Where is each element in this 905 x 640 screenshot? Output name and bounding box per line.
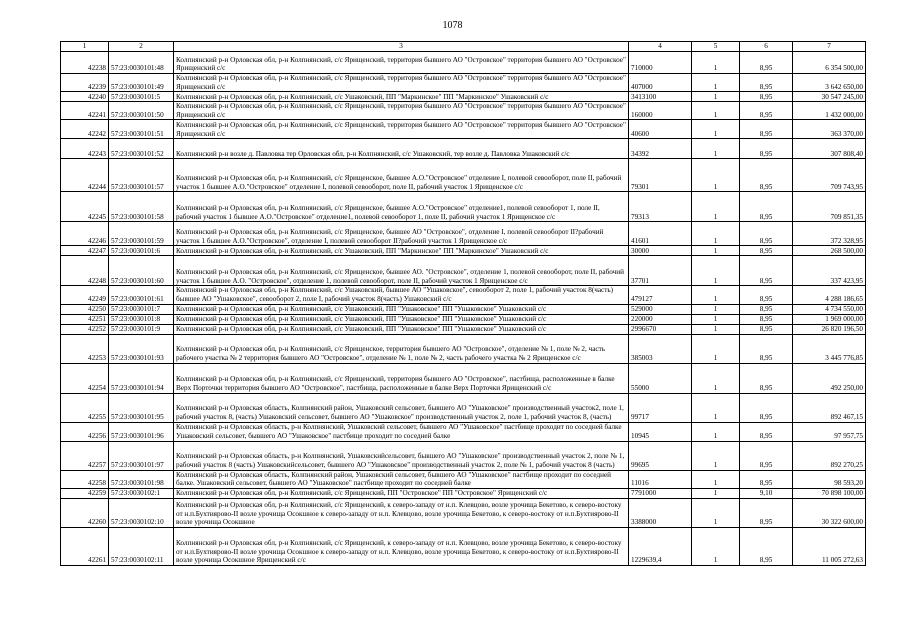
cadastral-value: 70 898 100,00 — [793, 488, 866, 498]
cadastral-value: 97 957,75 — [793, 422, 866, 441]
cadastral-number: 57:23:0030101:50 — [109, 102, 174, 120]
cadastral-number: 57:23:0030101:5 — [109, 92, 174, 102]
header-col-1: 1 — [61, 42, 109, 52]
table-row — [61, 527, 866, 565]
area-value: 10945 — [629, 422, 692, 441]
location-description: Колпнянский р-н Орловская область, р-н Колпнянский, Ушаковскийсельсовет, бывшего АО "Ушаковское" производственный участок 2, поле № 1, рабочий участок 8 (часть) Ушаковскийсельсовет, бывшего АО "Ушаковское" производственный участок 2, поле № 1, рабочий участок 8 (часть) — [174, 441, 629, 470]
rate-value: 8,95 — [740, 314, 793, 324]
area-value: 479127 — [629, 286, 692, 304]
rate-value: 8,95 — [740, 102, 793, 120]
location-description: Колпнянский р-н Орловская обл, р-н Колпнянский, с/с Ярищенский, территория бывшего АО "Островское", пастбища, расположенные в балке Верх Порточки территория бывшего АО "Островское", пастбища, расположенные в балке Верх Порточки Ярищенский с/с — [174, 363, 629, 393]
location-description: Колпнянский р-н Орловская обл, р-н Колпнянский, с/с Ярищенское, бывшее АО "Островское", отделение I, полевой севооборот II?рабочий участок 1 бывшее А.О."Островское", отделение I, полевой севооборот II?рабочий участок 1 Ярищенское с/с — [174, 222, 629, 246]
row-number: 42238 — [61, 52, 109, 74]
cadastral-number: 57:23:0030101:48 — [109, 52, 174, 74]
location-description: Колпнянский р-н Орловская обл, р-н Колпнянский, с/с Ярищенский, к северо-западу от н.п. Клевцово, возле урочища Бекетово, к северо-востоку от н.п.Бухтиярово-II возле урочища Осокшное к северо-западу от н.п. Клевцово, возле урочища Бекетово, к северо-востоку от н.п.Бухтиярово-II возле урочища Осокшное — [174, 498, 629, 527]
rate-value: 8,95 — [740, 92, 793, 102]
area-value: 7791000 — [629, 488, 692, 498]
row-number: 42260 — [61, 498, 109, 527]
cadastral-number: 57:23:0030101:96 — [109, 422, 174, 441]
area-value: 2996670 — [629, 324, 692, 334]
table-row — [61, 470, 866, 488]
area-value: 55000 — [629, 363, 692, 393]
table-row — [61, 52, 866, 74]
header-col-5: 5 — [692, 42, 740, 52]
area-value: 220000 — [629, 314, 692, 324]
rate-value: 9,10 — [740, 488, 793, 498]
table-row — [61, 256, 866, 286]
cadastral-value: 268 500,00 — [793, 246, 866, 256]
row-number: 42244 — [61, 159, 109, 192]
rate-value: 8,95 — [740, 363, 793, 393]
area-value: 710000 — [629, 52, 692, 74]
cadastral-value: 337 423,95 — [793, 256, 866, 286]
location-description: Колпнянский р-н Орловская обл, р-н Колпнянский, с/с Ушаковский, ПП "Ушаковское" ПП "Ушаковское" Ушаковский с/с — [174, 304, 629, 314]
row-number: 42239 — [61, 74, 109, 92]
count-value: 1 — [692, 441, 740, 470]
table-row — [61, 393, 866, 422]
location-description: Колпнянский р-н Орловская обл, р-н Колпнянский, с/с Ярищенское, бывшее А.О."Островское" отделение I, полевой севооборот, поле II, рабочий участок 1 бывшее А.О."Островское" отделение I, полевой севооборот, поле II, рабочий участок 1 Ярищенское с/с — [174, 159, 629, 192]
cadastral-number: 57:23:0030102:1 — [109, 488, 174, 498]
rate-value: 8,95 — [740, 192, 793, 222]
rate-value: 8,95 — [740, 470, 793, 488]
location-description: Колпнянский р-н Орловская обл, р-н Колпнянский, с/с Ярищенский, ПП "Островское" ПП "Островское" Ярищенский с/с — [174, 488, 629, 498]
location-description: Колпнянский р-н Орловская обл, р-н Колпнянский, с/с Ярищенское, территория бывшего АО "Островское", отделение № 1, поле № 2, часть рабочего участка № 2 территория бывшего АО "Островское", отделение № 1, поле № 2, часть рабочего участка № 2 Ярищенское с/с — [174, 334, 629, 363]
table-row — [61, 286, 866, 304]
row-number: 42240 — [61, 92, 109, 102]
location-description: Колпнянский р-н Орловская обл, р-н Колпнянский, с/с Ярищенский, территория бывшего АО "Островское" территория бывшего АО "Островское" Ярищенский с/с — [174, 52, 629, 74]
table-row — [61, 441, 866, 470]
location-description: Колпнянский р-н Орловская обл, р-н Колпнянский, с/с Ушаковский, ПП "Ушаковское" ПП "Ушаковское" Ушаковский с/с — [174, 314, 629, 324]
area-value: 34392 — [629, 139, 692, 159]
cadastral-value: 363 370,00 — [793, 120, 866, 139]
row-number: 42258 — [61, 470, 109, 488]
rate-value: 8,95 — [740, 304, 793, 314]
row-number: 42246 — [61, 222, 109, 246]
location-description: Колпнянский р-н Орловская обл, р-н Колпнянский, с/с Ярищенское, бывшее АО. "Островское", отделение 1, полевой севооборот, поле II, рабочий участок 1 бывшее А.О. "Островское", отделение 1, полевой севооборот, поле II, рабочий участок 1 Ярищенское с/с — [174, 256, 629, 286]
table-row — [61, 314, 866, 324]
location-description: Колпнянский р-н Орловская обл, р-н Колпнянский, с/с Ушаковский, ПП "Маркинское" ПП "Маркинское" Ушаковский с/с — [174, 246, 629, 256]
count-value: 1 — [692, 256, 740, 286]
count-value: 1 — [692, 498, 740, 527]
row-number: 42256 — [61, 422, 109, 441]
area-value: 41601 — [629, 222, 692, 246]
count-value: 1 — [692, 192, 740, 222]
row-number: 42243 — [61, 139, 109, 159]
table-row — [61, 139, 866, 159]
area-value: 3413100 — [629, 92, 692, 102]
cadastral-number: 57:23:0030101:93 — [109, 334, 174, 363]
cadastral-value: 4 288 186,65 — [793, 286, 866, 304]
count-value: 1 — [692, 422, 740, 441]
location-description: Колпнянский р-н Орловская обл, р-н Колпнянский, с/с Ярищенский, к северо-западу от н.п. Клевцово, возле урочища Бекетово, к северо-востоку от н.п.Бухтиярово-II возле урочища Осокшное к северо-западу от н.п. Клевцово, возле урочища Бекетово, к северо-востоку от н.п.Бухтиярово-II возле урочища Осокшное Ярищенский с/с — [174, 527, 629, 565]
count-value: 1 — [692, 324, 740, 334]
rate-value: 8,95 — [740, 159, 793, 192]
table-row — [61, 422, 866, 441]
location-description: Колпнянский р-н Орловская область, Колпнянский район, Ушаковский сельсовет, бывшего АО "Ушаковское" пастбище проходит по соседней балке. Ушаковский сельсовет, бывшего АО "Ушаковское" пастбище проходит по соседней балке — [174, 470, 629, 488]
cadastral-number: 57:23:0030101:95 — [109, 393, 174, 422]
area-value: 99717 — [629, 393, 692, 422]
header-col-3: 3 — [174, 42, 629, 52]
table-row — [61, 324, 866, 334]
cadastral-number: 57:23:0030101:9 — [109, 324, 174, 334]
count-value: 1 — [692, 139, 740, 159]
rate-value: 8,95 — [740, 527, 793, 565]
cadastral-value: 98 593,20 — [793, 470, 866, 488]
cadastral-number: 57:23:0030101:6 — [109, 246, 174, 256]
count-value: 1 — [692, 222, 740, 246]
cadastral-value: 6 354 500,00 — [793, 52, 866, 74]
row-number: 42242 — [61, 120, 109, 139]
location-description: Колпнянский р-н Орловская область, р-н Колпнянский, Ушаковский сельсовет, бывшего АО "Ушаковское" пастбище проходит по соседней балке Ушаковский сельсовет, бывшего АО "Ушаковское" пастбище проходит по соседней балке — [174, 422, 629, 441]
row-number: 42254 — [61, 363, 109, 393]
location-description: Колпнянский р-н Орловская обл, р-н Колпнянский, с/с Ярищенский, территория бывшего АО "Островское" территория бывшего АО "Островское" Ярищенский с/с — [174, 120, 629, 139]
cadastral-value: 1 432 000,00 — [793, 102, 866, 120]
row-number: 42247 — [61, 246, 109, 256]
count-value: 1 — [692, 363, 740, 393]
table-row — [61, 74, 866, 92]
cadastral-number: 57:23:0030101:52 — [109, 139, 174, 159]
count-value: 1 — [692, 488, 740, 498]
location-description: Колпнянский р-н Орловская обл, р-н Колпнянский, с/с Ярищенский, территория бывшего АО "Островское" территория бывшего АО "Островское" Ярищенский с/с — [174, 102, 629, 120]
count-value: 1 — [692, 74, 740, 92]
cadastral-number: 57:23:0030101:58 — [109, 192, 174, 222]
rate-value: 8,95 — [740, 393, 793, 422]
area-value: 37701 — [629, 256, 692, 286]
count-value: 1 — [692, 314, 740, 324]
row-number: 42259 — [61, 488, 109, 498]
cadastral-number: 57:23:0030101:61 — [109, 286, 174, 304]
header-row — [61, 42, 866, 52]
row-number: 42255 — [61, 393, 109, 422]
cadastral-value: 307 808,40 — [793, 139, 866, 159]
cadastral-number: 57:23:0030101:51 — [109, 120, 174, 139]
rate-value: 8,95 — [740, 222, 793, 246]
table-row — [61, 334, 866, 363]
cadastral-value: 30 322 600,00 — [793, 498, 866, 527]
count-value: 1 — [692, 286, 740, 304]
table-row — [61, 246, 866, 256]
row-number: 42257 — [61, 441, 109, 470]
cadastral-number: 57:23:0030101:57 — [109, 159, 174, 192]
cadastral-value: 709 851,35 — [793, 192, 866, 222]
cadastral-number: 57:23:0030101:98 — [109, 470, 174, 488]
row-number: 42253 — [61, 334, 109, 363]
rate-value: 8,95 — [740, 74, 793, 92]
area-value: 529000 — [629, 304, 692, 314]
location-description: Колпнянский р-н Орловская область, Колпнянский район, Ушаковский сельсовет, бывшего АО "Ушаковское" производственный участок2, поле 1, рабочий участок 8, (часть) Ушаковский сельсовет, бывшего АО "Ушаковское" производственный участок 2, поле 1, рабочий участок 8, (часть) — [174, 393, 629, 422]
rate-value: 8,95 — [740, 139, 793, 159]
row-number: 42251 — [61, 314, 109, 324]
area-value: 99695 — [629, 441, 692, 470]
cadastral-number: 57:23:0030101:7 — [109, 304, 174, 314]
table-row — [61, 363, 866, 393]
cadastral-number: 57:23:0030101:94 — [109, 363, 174, 393]
cadastral-value: 709 743,95 — [793, 159, 866, 192]
count-value: 1 — [692, 470, 740, 488]
area-value: 79313 — [629, 192, 692, 222]
location-description: Колпнянский р-н Орловская обл, р-н Колпнянский, с/с Ярищенское, бывшее А.О."Островское" отделение1, полевой севооборот 1, поле II, рабочий участок 1 бывшее А.О."Островское" отделение1, полевой севооборот 1, поле II, рабочий участок 1 Ярищенское с/с — [174, 192, 629, 222]
cadastral-number: 57:23:0030101:49 — [109, 74, 174, 92]
table-row — [61, 120, 866, 139]
register-table — [60, 41, 866, 566]
area-value: 79301 — [629, 159, 692, 192]
cadastral-value: 492 250,00 — [793, 363, 866, 393]
rate-value: 8,95 — [740, 286, 793, 304]
location-description: Колпнянский р-н Орловская обл, р-н Колпнянский, с/с Ярищенский, территория бывшего АО "Островское" территория бывшего АО "Островское" Ярищенский с/с — [174, 74, 629, 92]
table-row — [61, 92, 866, 102]
count-value: 1 — [692, 159, 740, 192]
row-number: 42252 — [61, 324, 109, 334]
area-value: 407000 — [629, 74, 692, 92]
cadastral-value: 4 734 550,00 — [793, 304, 866, 314]
row-number: 42248 — [61, 256, 109, 286]
header-col-7: 7 — [793, 42, 866, 52]
row-number: 42250 — [61, 304, 109, 314]
header-col-4: 4 — [629, 42, 692, 52]
count-value: 1 — [692, 120, 740, 139]
table-row — [61, 304, 866, 314]
cadastral-value: 26 820 196,50 — [793, 324, 866, 334]
cadastral-number: 57:23:0030102:10 — [109, 498, 174, 527]
rate-value: 8,95 — [740, 498, 793, 527]
cadastral-value: 372 328,95 — [793, 222, 866, 246]
table-row — [61, 488, 866, 498]
rate-value: 8,95 — [740, 256, 793, 286]
count-value: 1 — [692, 527, 740, 565]
rate-value: 8,95 — [740, 52, 793, 74]
area-value: 385003 — [629, 334, 692, 363]
rate-value: 8,95 — [740, 441, 793, 470]
row-number: 42249 — [61, 286, 109, 304]
rate-value: 8,95 — [740, 324, 793, 334]
row-number: 42241 — [61, 102, 109, 120]
row-number: 42261 — [61, 527, 109, 565]
table-row — [61, 222, 866, 246]
count-value: 1 — [692, 393, 740, 422]
cadastral-number: 57:23:0030101:59 — [109, 222, 174, 246]
cadastral-value: 3 445 776,85 — [793, 334, 866, 363]
area-value: 11016 — [629, 470, 692, 488]
cadastral-number: 57:23:0030101:8 — [109, 314, 174, 324]
count-value: 1 — [692, 246, 740, 256]
count-value: 1 — [692, 102, 740, 120]
count-value: 1 — [692, 52, 740, 74]
rate-value: 8,95 — [740, 334, 793, 363]
table-row — [61, 159, 866, 192]
table-row — [61, 102, 866, 120]
table-row — [61, 498, 866, 527]
count-value: 1 — [692, 92, 740, 102]
cadastral-value: 892 270,25 — [793, 441, 866, 470]
page-number: 1078 — [442, 20, 463, 31]
cadastral-value: 11 005 272,63 — [793, 527, 866, 565]
area-value: 160000 — [629, 102, 692, 120]
area-value: 3388000 — [629, 498, 692, 527]
header-col-2: 2 — [109, 42, 174, 52]
cadastral-value: 1 969 000,00 — [793, 314, 866, 324]
rate-value: 8,95 — [740, 120, 793, 139]
location-description: Колпнянский р-н Орловская обл, р-н Колпнянский, с/с Ушаковский, ПП "Ушаковское" ПП "Ушаковское" Ушаковский с/с — [174, 324, 629, 334]
row-number: 42245 — [61, 192, 109, 222]
count-value: 1 — [692, 304, 740, 314]
table-row — [61, 192, 866, 222]
cadastral-value: 30 547 245,00 — [793, 92, 866, 102]
cadastral-number: 57:23:0030102:11 — [109, 527, 174, 565]
location-description: Колпнянский р-н Орловская обл, р-н Колпнянский, с/с Ушаковский, бывшее АО "Ушаковское", севооборот 2, поле 1, рабочий участок 8(часть) бывшее АО "Ушаковское", севооборот 2, поле I, рабочий участок 8(часть) Ушаковский с/с — [174, 286, 629, 304]
cadastral-value: 3 642 650,00 — [793, 74, 866, 92]
count-value: 1 — [692, 334, 740, 363]
cadastral-number: 57:23:0030101:97 — [109, 441, 174, 470]
rate-value: 8,95 — [740, 422, 793, 441]
location-description: Колпнянский р-н возле д. Павловка тер Орловская обл, р-н Колпнянский, с/с Ушаковский, тер возле д. Павловка Ушаковский с/с — [174, 139, 629, 159]
rate-value: 8,95 — [740, 246, 793, 256]
area-value: 1229639,4 — [629, 527, 692, 565]
header-col-6: 6 — [740, 42, 793, 52]
area-value: 40600 — [629, 120, 692, 139]
cadastral-number: 57:23:0030101:60 — [109, 256, 174, 286]
area-value: 30000 — [629, 246, 692, 256]
location-description: Колпнянский р-н Орловская обл, р-н Колпнянский, с/с Ушаковский, ПП "Маркинское" ПП "Маркинское" Ушаковский с/с — [174, 92, 629, 102]
cadastral-value: 892 467,15 — [793, 393, 866, 422]
